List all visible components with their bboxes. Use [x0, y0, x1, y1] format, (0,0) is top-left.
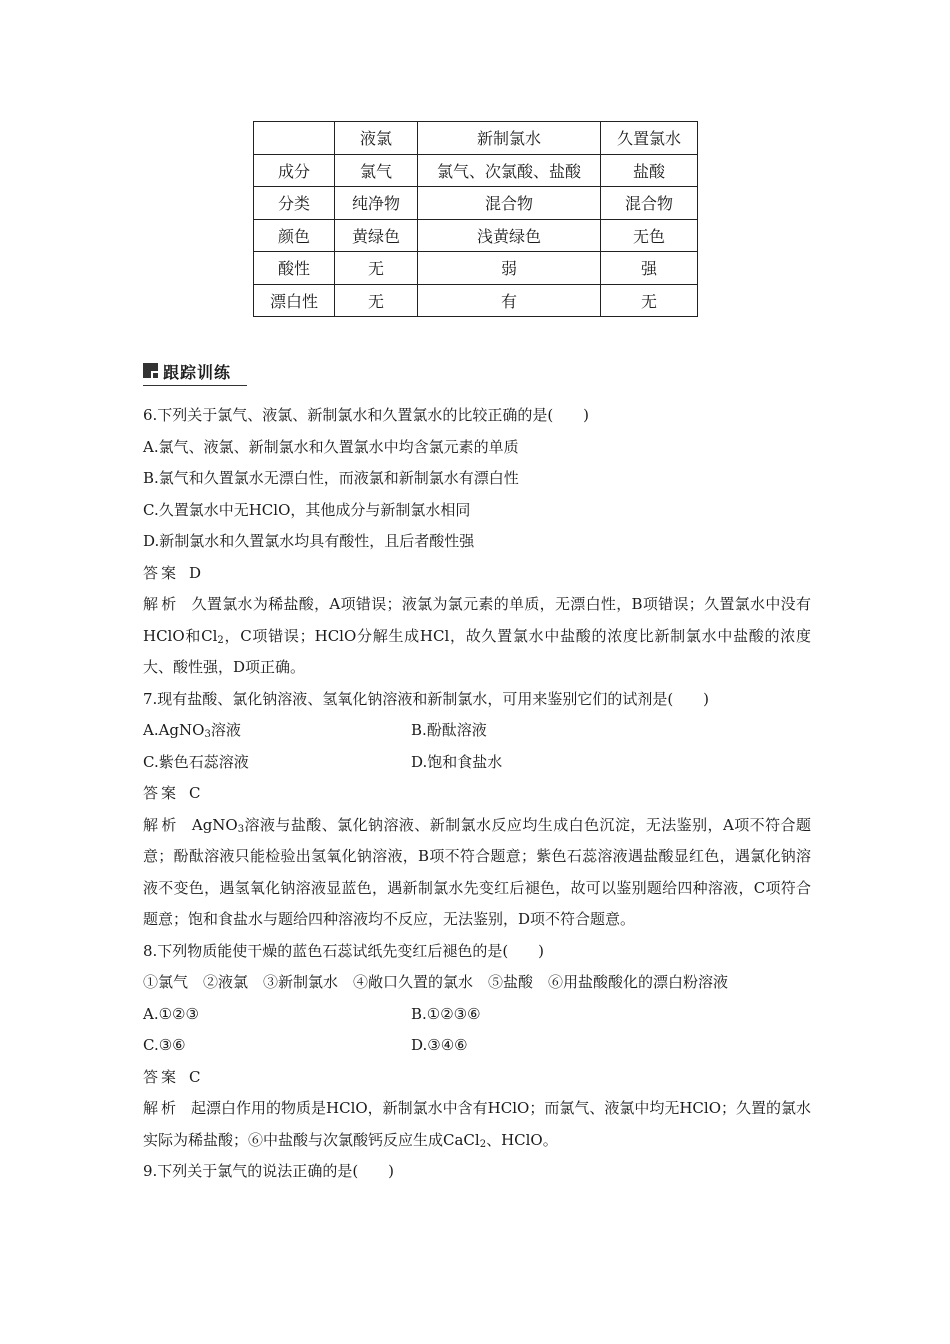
table-cell: 纯净物 — [335, 187, 418, 220]
table-cell: 颜色 — [254, 219, 335, 252]
table-row — [254, 187, 698, 220]
table-cell: 漂白性 — [254, 284, 335, 317]
table-cell: 酸性 — [254, 252, 335, 285]
table-cell: 有 — [418, 284, 601, 317]
question-6-stem: 6.下列关于氯气、液氯、新制氯水和久置氯水的比较正确的是( ) — [143, 406, 590, 424]
table-cell: 弱 — [418, 252, 601, 285]
q7-options-row-2 — [143, 747, 811, 779]
table-header-cell: 新制氯水 — [418, 122, 601, 155]
analysis-text: AgNO — [191, 815, 238, 834]
table-cell: 混合物 — [418, 187, 601, 220]
q6-option-d: D.新制氯水和久置氯水均具有酸性，且后者酸性强 — [143, 532, 475, 550]
analysis-text: 、HClO。 — [486, 1130, 558, 1149]
comparison-table — [253, 121, 698, 317]
analysis-label: 解析 — [143, 1099, 180, 1117]
q6-answer — [143, 558, 811, 590]
table-row — [254, 219, 698, 252]
table-cell: 无 — [335, 252, 418, 285]
answer-label: 答案 — [143, 563, 180, 582]
section-header — [143, 360, 247, 386]
q8-options-row-1 — [143, 999, 811, 1031]
q7-option-b: B.酚酞溶液 — [411, 721, 487, 739]
answer-label: 答案 — [143, 784, 180, 802]
q6-analysis — [143, 589, 811, 684]
analysis-label: 解析 — [143, 815, 180, 834]
table-cell: 无 — [335, 284, 418, 317]
table-row — [254, 284, 698, 317]
q8-answer — [143, 1062, 811, 1094]
section-title: 跟踪训练 — [163, 363, 232, 382]
subscript: 2 — [217, 634, 224, 646]
subscript: 3 — [204, 729, 211, 740]
q8-analysis — [143, 1093, 811, 1156]
q7-option-c: C.紫色石蕊溶液 — [143, 752, 249, 771]
analysis-text: 久置氯水为稀盐酸，A项错误；液氯为氯元素的单质，无漂白性，B项错误；久置氯水中没有HClO和Cl — [143, 595, 811, 645]
table-cell: 混合物 — [601, 187, 698, 220]
question-7-stem: 7.现有盐酸、氯化钠溶液、氢氧化钠溶液和新制氯水，可用来鉴别它们的试剂是( ) — [143, 689, 710, 708]
q6-option-a: A.氯气、液氯、新制氯水和久置氯水中均含氯元素的单质 — [143, 437, 519, 456]
answer-value: C — [189, 1067, 201, 1086]
option-text: 溶液 — [210, 721, 241, 739]
table-cell: 无色 — [601, 219, 698, 252]
analysis-text: ，C项错误；HClO分解生成HCl，故久置氯水中盐酸的浓度比新制氯水中盐酸的浓度大、酸性强，D项正确。 — [143, 626, 811, 676]
q8-option-b: B.①②③⑥ — [411, 1004, 481, 1023]
answer-value: D — [189, 563, 202, 582]
table-header-cell: 久置氯水 — [601, 122, 698, 155]
table-cell: 分类 — [254, 187, 335, 220]
q6-option-c: C.久置氯水中无HClO，其他成分与新制氯水相同 — [143, 500, 471, 519]
table-cell: 氯气、次氯酸、盐酸 — [418, 154, 601, 187]
table-cell: 氯气 — [335, 154, 418, 187]
subscript: 3 — [237, 823, 245, 835]
subscript: 2 — [479, 1138, 487, 1150]
table-cell: 浅黄绿色 — [418, 219, 601, 252]
table-cell: 成分 — [254, 154, 335, 187]
q7-analysis — [143, 810, 811, 936]
q6-option-b: B.氯气和久置氯水无漂白性，而液氯和新制氯水有漂白性 — [143, 469, 519, 487]
table-header-row — [254, 122, 698, 155]
q8-option-d: D.③④⑥ — [411, 1036, 468, 1054]
question-9-stem: 9.下列关于氯气的说法正确的是( ) — [143, 1162, 395, 1180]
answer-value: C — [189, 784, 201, 802]
table-cell: 强 — [601, 252, 698, 285]
table-cell: 无 — [601, 284, 698, 317]
analysis-label: 解析 — [143, 595, 180, 613]
table-header-cell: 液氯 — [335, 122, 418, 155]
option-text: A.AgNO — [143, 721, 205, 739]
q8-option-a: A.①②③ — [143, 1004, 199, 1023]
question-8-stem: 8.下列物质能使干燥的蓝色石蕊试纸先变红后褪色的是( ) — [143, 941, 545, 960]
analysis-text: 起漂白作用的物质是HClO，新制氯水中含有HClO；而氯气、液氯中均无HClO；久置的氯水实际为稀盐酸；⑥中盐酸与次氯酸钙反应生成CaCl — [143, 1099, 811, 1149]
answer-label: 答案 — [143, 1067, 180, 1086]
q7-options-row-1 — [143, 715, 811, 747]
square-bullet-icon — [143, 363, 158, 378]
q8-option-c: C.③⑥ — [143, 1036, 186, 1054]
table-cell: 盐酸 — [601, 154, 698, 187]
q7-option-d: D.饱和食盐水 — [411, 752, 503, 771]
analysis-text: 溶液与盐酸、氯化钠溶液、新制氯水反应均生成白色沉淀，无法鉴别，A项不符合题意；酚酞溶液只能检验出氢氧化钠溶液，B项不符合题意；紫色石蕊溶液遇盐酸显红色，遇氯化钠溶液不变色，遇氢氧化钠溶液显蓝色，遇新制氯水先变红后褪色，故可以鉴别题给四种溶液，C项符合题意；饱和食盐水与题给四种溶液均不反应，无法鉴别，D项不符合题意。 — [143, 815, 811, 928]
table-cell: 黄绿色 — [335, 219, 418, 252]
table-row — [254, 154, 698, 187]
q8-items: ①氯气 ②液氯 ③新制氯水 ④敞口久置的氯水 ⑤盐酸 ⑥用盐酸酸化的漂白粉溶液 — [143, 973, 729, 991]
q7-option-a — [143, 721, 241, 739]
question-list — [143, 400, 811, 1188]
q8-options-row-2 — [143, 1030, 811, 1062]
q7-answer — [143, 778, 811, 810]
table-row — [254, 252, 698, 285]
table-header-cell — [254, 122, 335, 155]
